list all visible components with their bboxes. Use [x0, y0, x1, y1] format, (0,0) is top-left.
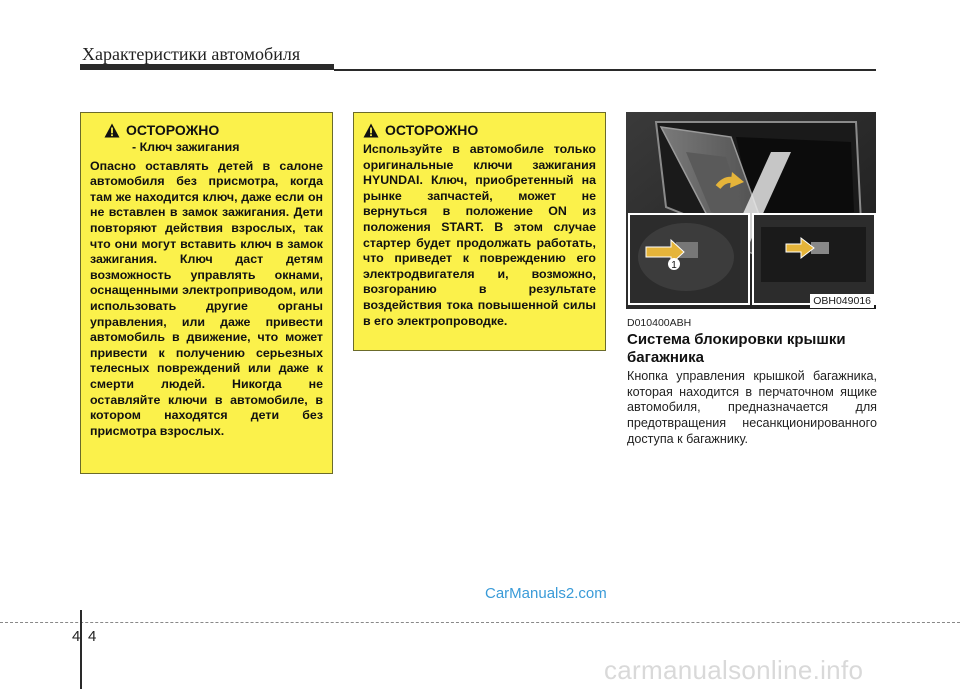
warning-heading: ОСТОРОЖНО [385, 122, 479, 138]
glovebox-trunk-button-photo [626, 112, 876, 309]
warning-box-ignition-key [80, 112, 333, 474]
page-number: 4 [88, 628, 97, 645]
page-header-title: Характеристики автомобиля [82, 44, 301, 64]
figure-callout: 1 [671, 260, 677, 271]
warning-triangle-icon [363, 123, 379, 138]
section-ref-code: D010400ABH [627, 317, 692, 329]
warning-heading-row [104, 121, 323, 139]
warning-box-genuine-keys [353, 112, 606, 351]
figure-code: OBH049016 [810, 294, 874, 308]
warning-body-text: Опасно оставлять детей в салоне автомобиля без присмотра, когда там же находится ключ, даже если он не вставлен в замок зажигания. Дети повторяют действия взрослых, так что они могут вставить ключ в замок зажигания. Ключ даст детям возможность управлять окнами, оснащенными электроприводом, или использовать другие органы управления, или даже привести автомобиль в движение, что может привести к получению серьезных телесных повреждений или даже к смерти людей. Никогда не оставляйте ключи в автомобиле, в котором находятся дети без присмотра взрослых. [90, 158, 323, 438]
warning-triangle-icon [104, 123, 120, 138]
section-title: Система блокировки крышки багажника [627, 331, 846, 366]
chapter-number: 4 [72, 628, 81, 645]
page-number-separator [80, 610, 82, 689]
warning-subheading: - Ключ зажигания [132, 140, 240, 154]
footer-rule [0, 622, 960, 624]
header-rule [80, 64, 334, 70]
warning-body-text: Используйте в автомобиле только оригинальные ключи зажигания HYUNDAI. Ключ, приобретенный на рынке запчастей, может не вернуться в положение ON из положения START. В этом случае стартер будет продолжать работать, что приведет к повреждению его электродвигателя и, возможно, возгоранию в результате воздействия тока повышенной силы в его электропроводке. [363, 142, 596, 328]
watermark-link[interactable]: CarManuals2.com [485, 585, 607, 602]
header-rule-thin [334, 69, 876, 71]
warning-heading: ОСТОРОЖНО [126, 122, 220, 138]
footer-site-watermark: carmanualsonline.info [604, 655, 864, 685]
section-body-text: Кнопка управления крышкой багажника, которая находится в перчаточном ящике автомобиля, предназначается для предотвращения несанкционированного доступа к багажнику. [627, 369, 877, 446]
warning-heading-row [363, 121, 596, 139]
